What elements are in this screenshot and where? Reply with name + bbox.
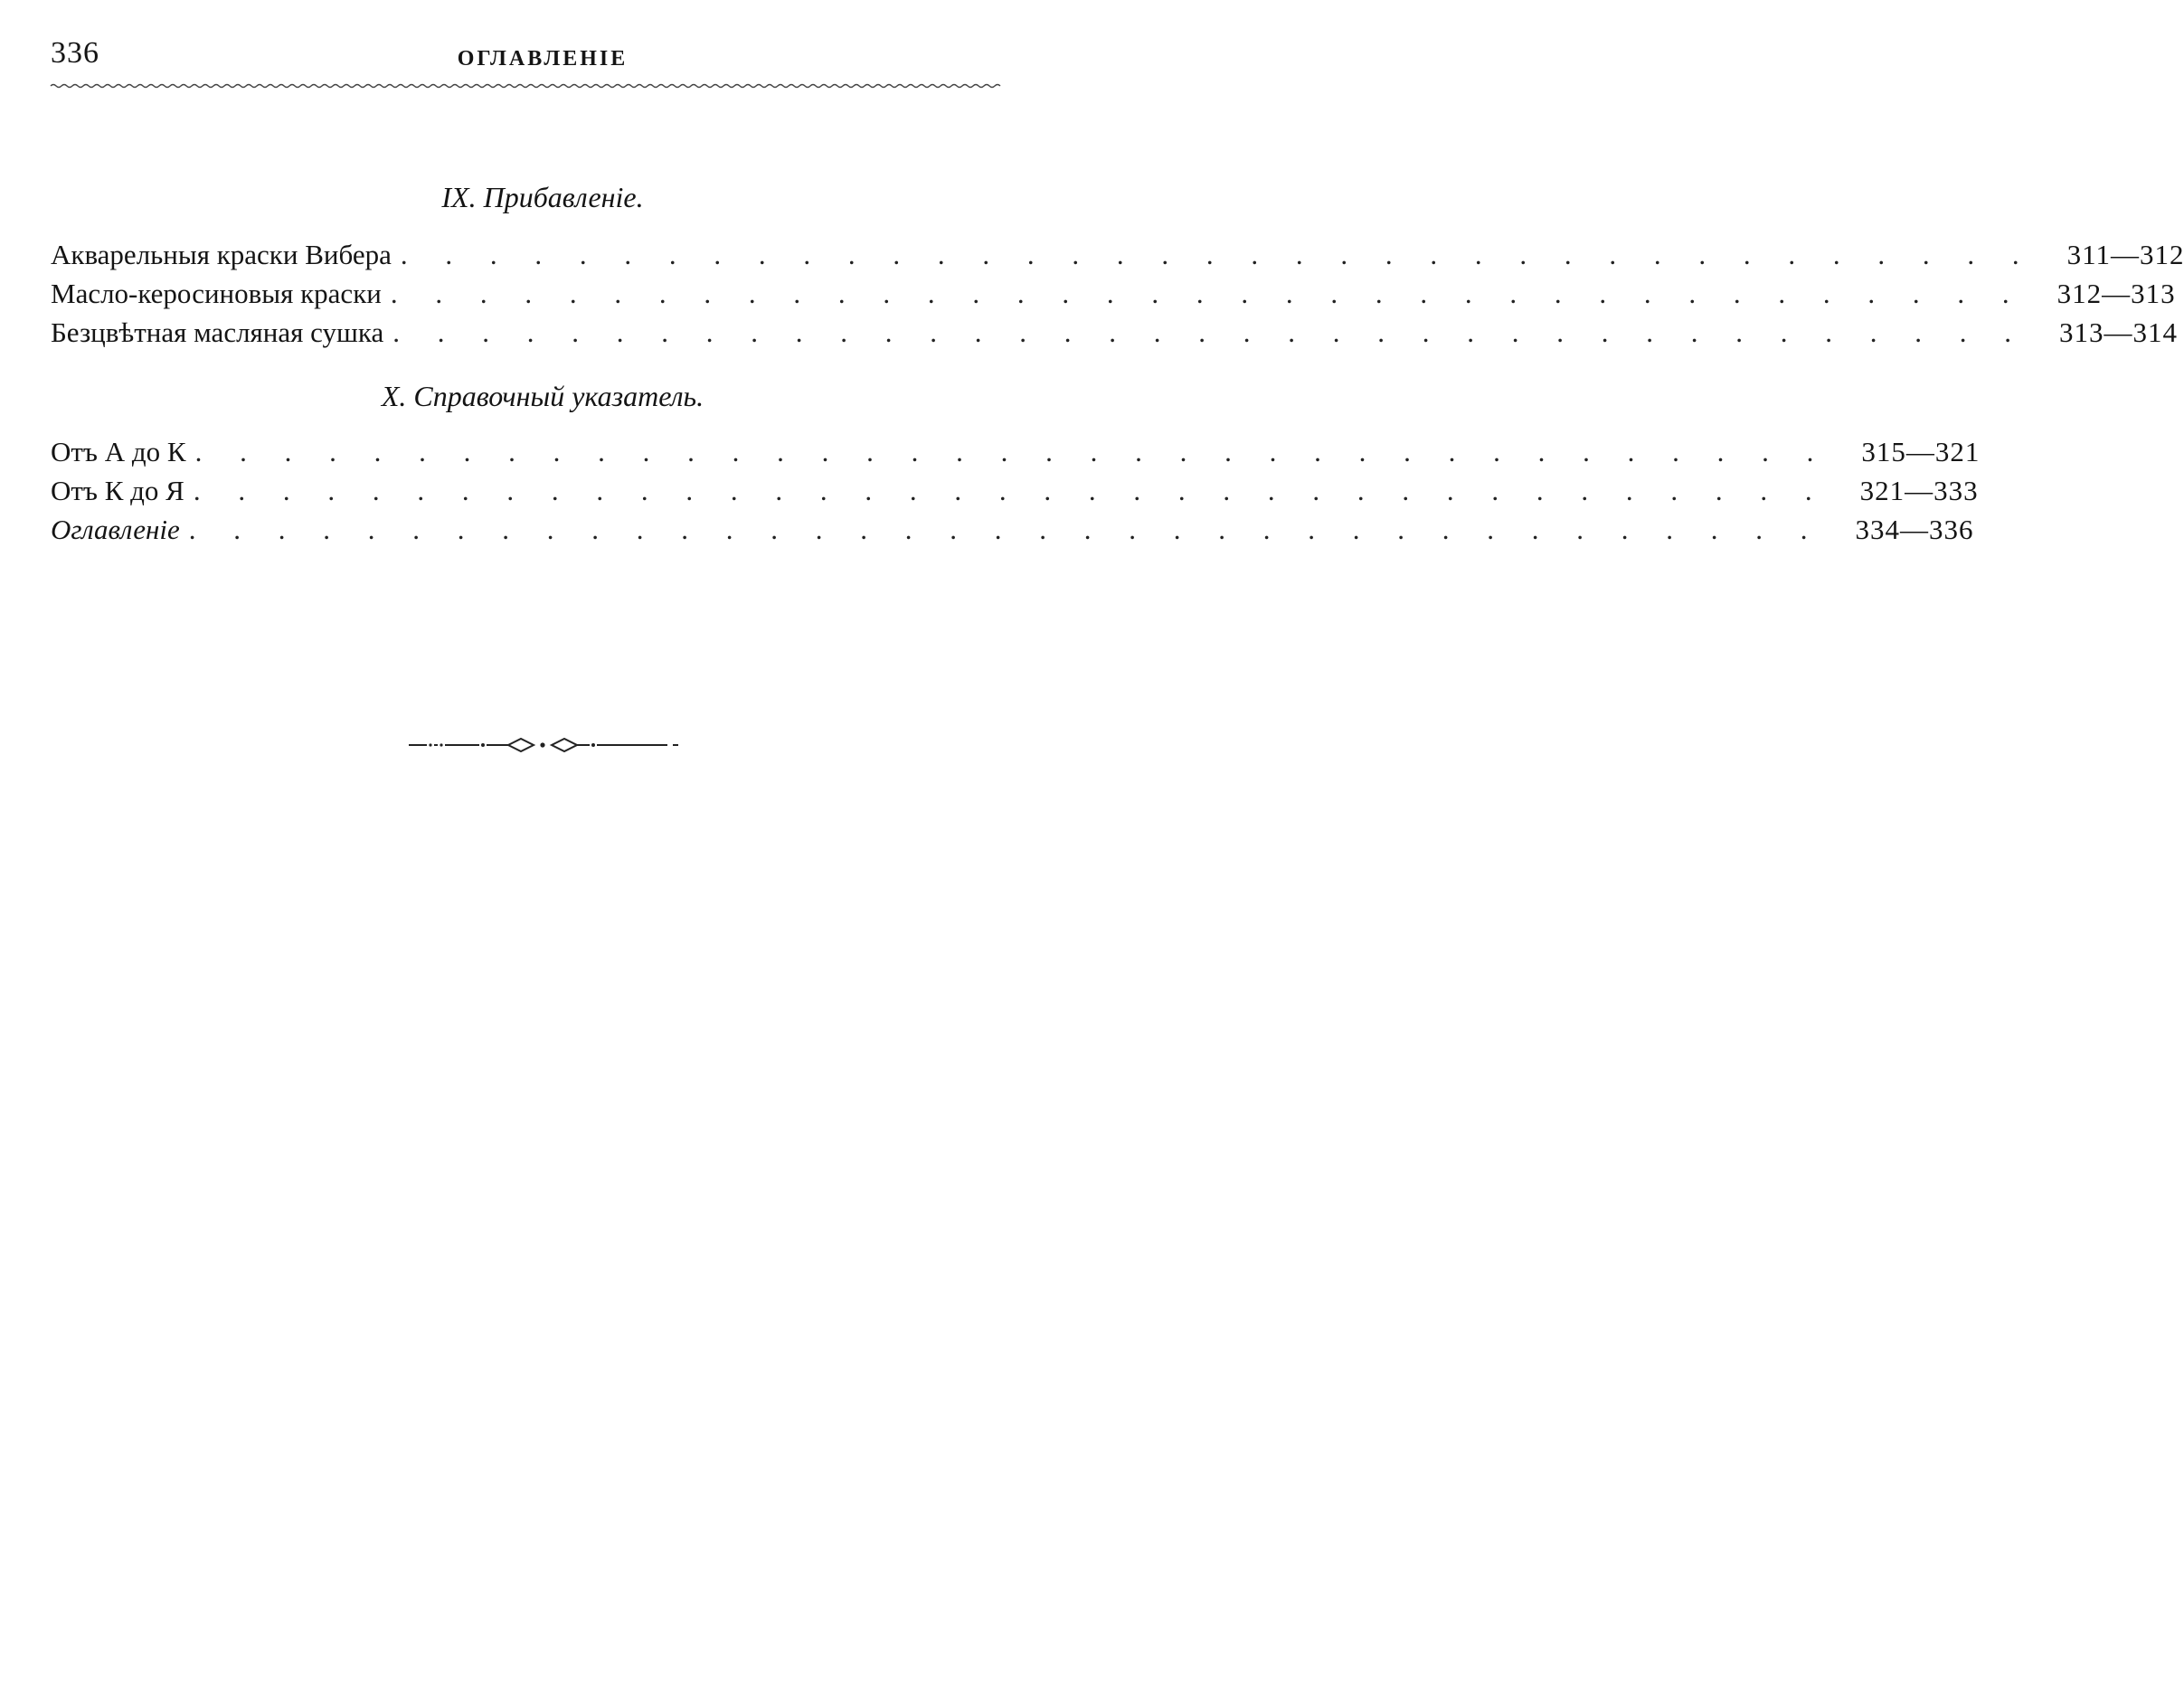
- header-wavy-rule: [51, 81, 1000, 90]
- toc-entry: [51, 510, 1974, 549]
- toc-entry: [51, 313, 2178, 352]
- dot-leader: . . . . . . . . . . . . . . . . . . . . . . . . . . . . . . . . . . . . .: [392, 316, 2027, 348]
- toc-entry: [51, 274, 2176, 313]
- dot-leader: . . . . . . . . . . . . . . . . . . . . . . . . . . . . . . . . . . . . .: [188, 514, 1823, 545]
- closing-ornament-icon: [407, 734, 680, 756]
- toc-entry-pages: 313—314: [2058, 316, 2178, 348]
- dot-leader: . . . . . . . . . . . . . . . . . . . . . . . . . . . . . . . . . . . . .: [400, 239, 2035, 270]
- toc-entry-label: Акварельныя краски Вибера: [51, 239, 392, 270]
- dot-leader: . . . . . . . . . . . . . . . . . . . . . . . . . . . . . . . . . . . . .: [194, 436, 1829, 467]
- toc-list-section-ix: [51, 235, 2184, 352]
- toc-entry: [51, 471, 1979, 510]
- toc-list-section-x: [51, 432, 1981, 549]
- toc-entry: [51, 235, 2184, 274]
- toc-entry-label: Отъ А до К: [51, 436, 186, 467]
- toc-entry-pages: 315—321: [1861, 436, 1981, 467]
- dot-leader: . . . . . . . . . . . . . . . . . . . . . . . . . . . . . . . . . . . . .: [390, 278, 2025, 309]
- dot-leader: . . . . . . . . . . . . . . . . . . . . . . . . . . . . . . . . . . . . .: [193, 475, 1828, 506]
- toc-entry-label: Безцвѣтная масляная сушка: [51, 316, 384, 348]
- toc-entry-pages: 311—312: [2066, 239, 2184, 270]
- page-number: 336: [51, 36, 99, 70]
- running-title: ОГЛАВЛЕНІЕ: [457, 47, 629, 71]
- toc-entry-label: Отъ К до Я: [51, 475, 184, 506]
- toc-entry-label: Оглавленіе: [51, 514, 180, 545]
- toc-entry-pages: 312—313: [2056, 278, 2176, 309]
- toc-entry: [51, 432, 1981, 471]
- toc-entry-label: Масло-керосиновыя краски: [51, 278, 382, 309]
- toc-entry-pages: 321—333: [1859, 475, 1979, 506]
- section-ix-title: IX. Прибавленіе.: [441, 181, 644, 213]
- section-x-title: X. Справочный указатель.: [381, 380, 704, 412]
- toc-entry-pages: 334—336: [1855, 514, 1974, 545]
